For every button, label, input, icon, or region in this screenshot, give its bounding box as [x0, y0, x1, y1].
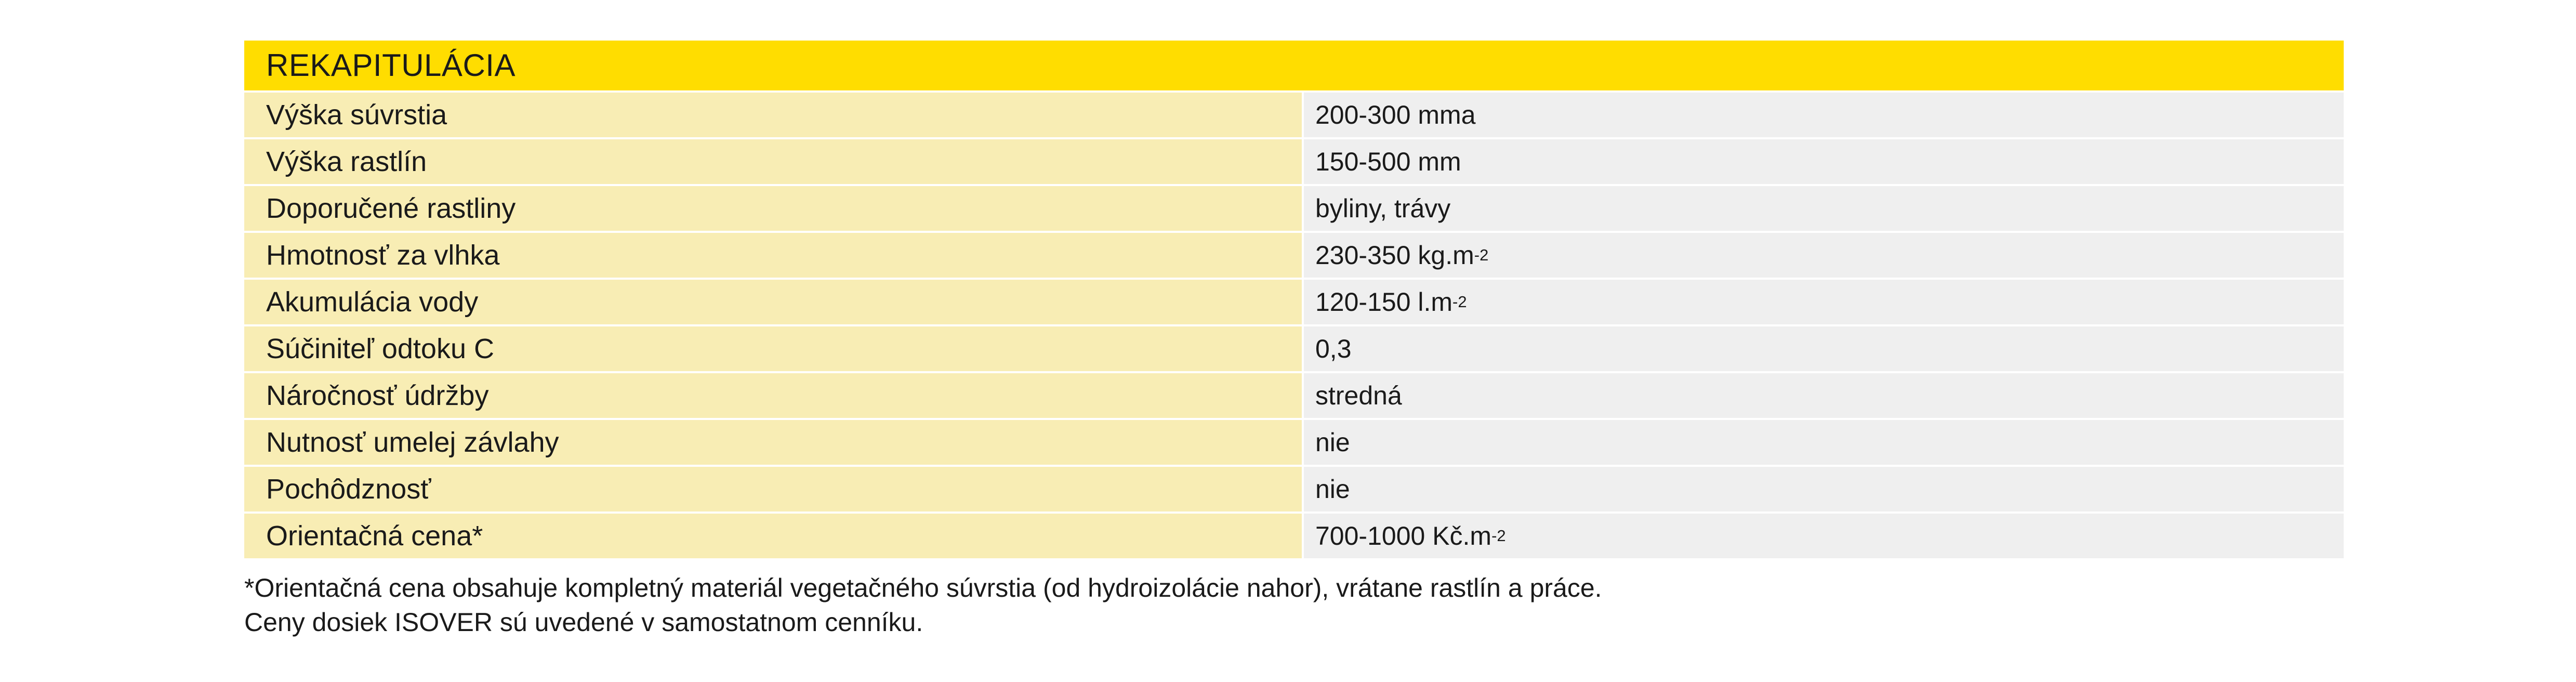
row-label: Akumulácia vody	[244, 280, 1302, 324]
row-value-text: 700-1000 Kč.m	[1315, 521, 1492, 550]
table-row	[244, 233, 2344, 278]
row-value: 230-350 kg.m -2	[1302, 233, 2344, 278]
footnote-line: Ceny dosiek ISOVER sú uvedené v samostatnom cenníku.	[244, 608, 923, 637]
row-value-text: 120-150 l.m	[1315, 287, 1453, 317]
footnote-line: *Orientačná cena obsahuje kompletný materiál vegetačného súvrstia (od hydroizolácie nahor), vrátane rastlín a práce.	[244, 573, 1602, 602]
table-row	[244, 467, 2344, 511]
row-value	[1302, 326, 2344, 371]
row-value	[1302, 373, 2344, 418]
row-value	[1302, 420, 2344, 465]
table-row	[244, 326, 2344, 371]
row-label: Doporučené rastliny	[244, 186, 1302, 231]
row-label: Hmotnosť za vlhka	[244, 233, 1302, 278]
row-label: Výška rastlín	[244, 139, 1302, 184]
row-value-text: 230-350 kg.m	[1315, 241, 1474, 270]
footnotes	[244, 571, 2375, 639]
row-value	[1302, 93, 2344, 137]
row-value-text: 150-500 mm	[1315, 147, 1461, 176]
table-row	[244, 514, 2344, 558]
row-label: Náročnosť údržby	[244, 373, 1302, 418]
table-title-bar	[244, 41, 2344, 90]
row-value: 120-150 l.m -2	[1302, 280, 2344, 324]
row-value-text: 200-300 mma	[1315, 100, 1476, 129]
row-value: 700-1000 Kč.m -2	[1302, 514, 2344, 558]
row-label: Súčiniteľ odtoku C	[244, 326, 1302, 371]
row-label: Pochôdznosť	[244, 467, 1302, 511]
row-label: Orientačná cena*	[244, 514, 1302, 558]
table-row	[244, 373, 2344, 418]
row-value	[1302, 467, 2344, 511]
row-label: Nutnosť umelej závlahy	[244, 420, 1302, 465]
table-row	[244, 186, 2344, 231]
row-label: Výška súvrstia	[244, 93, 1302, 137]
table-row	[244, 420, 2344, 465]
row-value-text: nie	[1315, 475, 1350, 504]
table-row	[244, 139, 2344, 184]
table-row	[244, 280, 2344, 324]
row-value	[1302, 186, 2344, 231]
row-value-text: 0,3	[1315, 334, 1352, 363]
row-value-text: nie	[1315, 428, 1350, 457]
row-value-text: stredná	[1315, 381, 1402, 410]
row-value-text: byliny, trávy	[1315, 194, 1451, 223]
row-value	[1302, 139, 2344, 184]
table-row	[244, 93, 2344, 137]
page-title: REKAPITULÁCIA	[266, 48, 516, 83]
recapitulation-table	[244, 41, 2344, 558]
